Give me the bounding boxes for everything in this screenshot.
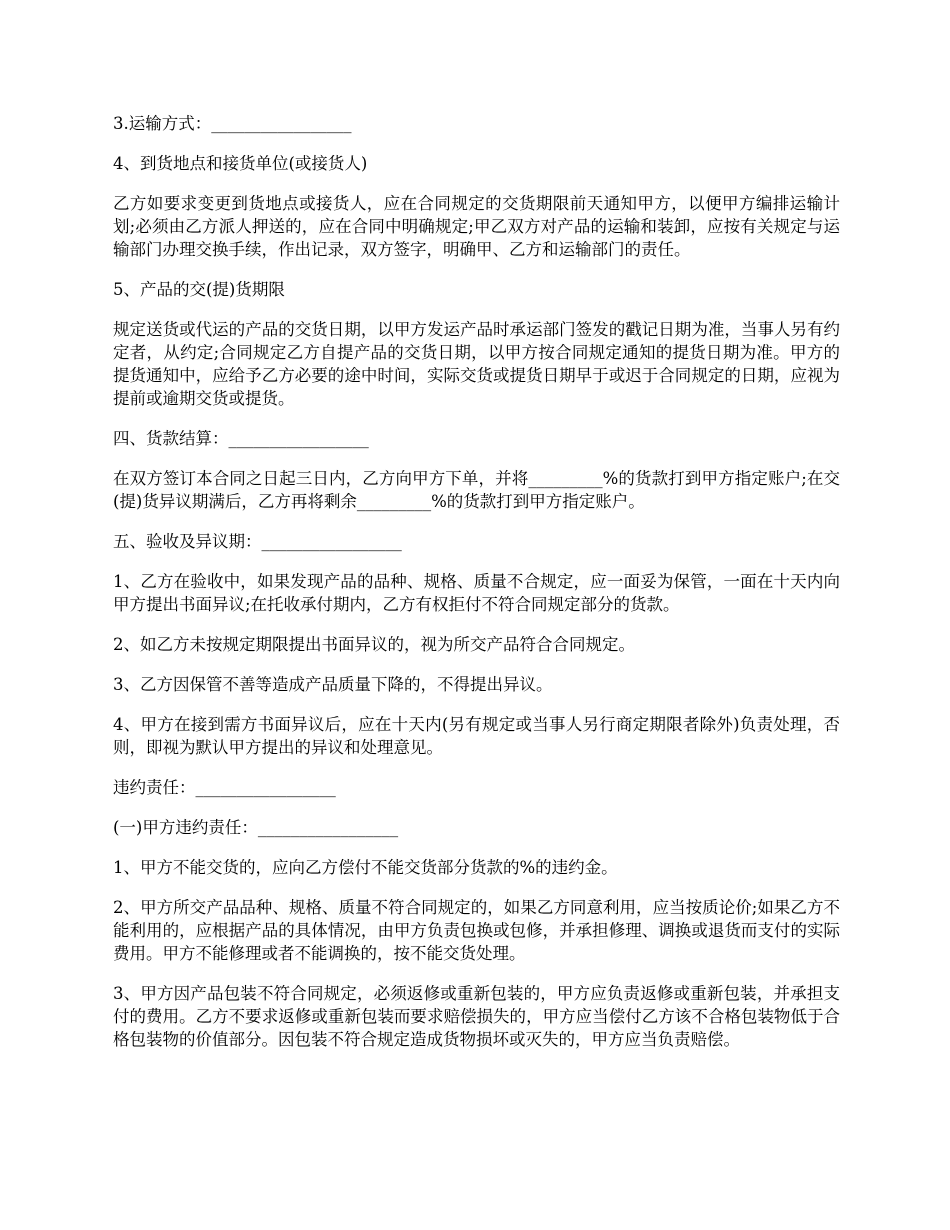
liability-item-2: 2、甲方所交产品品种、规格、质量不符合同规定的，如果乙方同意利用，应当按质论价;如果乙方不能利用的，应根据产品的具体情况，由甲方负责包换或包修，并承担修理、调换或退货而支付的实际费用。甲方不能修理或者不能调换的，按不能交货处理。 — [113, 898, 840, 963]
payment-terms-paragraph: 在双方签订本合同之日起三日内，乙方向甲方下单，并将_________%的货款打到甲方指定账户;在交(提)货异议期满后，乙方再将剩余_________%的货款打到甲方指定账户。 — [113, 469, 840, 511]
acceptance-item-3: 3、乙方因保管不善等造成产品质量下降的，不得提出异议。 — [113, 675, 553, 694]
transport-method-line: 3.运输方式：_________________ — [113, 114, 352, 133]
acceptance-objection-heading: 五、验收及异议期：_________________ — [113, 532, 402, 551]
liability-heading: 违约责任：_________________ — [113, 778, 336, 797]
liability-item-1: 1、甲方不能交货的，应向乙方偿付不能交货部分货款的%的违约金。 — [113, 858, 618, 877]
delivery-date-paragraph: 规定送货或代运的产品的交货日期，以甲方发运产品时承运部门签发的戳记日期为准，当事人另有约定者，从约定;合同规定乙方自提产品的交货日期，以甲方按合同规定通知的提货日期为准。甲方的提货通知中，应给予乙方必要的途中时间，实际交货或提货日期早于或迟于合同规定的日期，应视为提前或逾期交货或提货。 — [113, 320, 840, 408]
acceptance-item-4: 4、甲方在接到需方书面异议后，应在十天内(另有规定或当事人另行商定期限者除外)负责处理，否则，即视为默认甲方提出的异议和处理意见。 — [113, 715, 840, 757]
acceptance-item-1: 1、乙方在验收中，如果发现产品的品种、规格、质量不合规定，应一面妥为保管，一面在十天内向甲方提出书面异议;在托收承付期内，乙方有权拒付不符合同规定部分的货款。 — [113, 572, 840, 614]
liability-item-3: 3、甲方因产品包装不符合同规定，必须返修或重新包装的，甲方应负责返修或重新包装，并承担支付的费用。乙方不要求返修或重新包装而要求赔偿损失的，甲方应当偿付乙方该不合格包装物低于合格包装物的价值部分。因包装不符合规定造成货物损坏或灭失的，甲方应当负责赔偿。 — [113, 984, 840, 1049]
party-a-liability-heading: (一)甲方违约责任：_________________ — [113, 818, 399, 837]
delivery-change-paragraph: 乙方如要求变更到货地点或接货人，应在合同规定的交货期限前天通知甲方，以便甲方编排运输计划;必须由乙方派人押送的，应在合同中明确规定;甲乙双方对产品的运输和装卸，应按有关规定与运输部门办理交换手续，作出记录，双方签字，明确甲、乙方和运输部门的责任。 — [113, 194, 840, 259]
acceptance-item-2: 2、如乙方未按规定期限提出书面异议的，视为所交产品符合合同规定。 — [113, 635, 635, 654]
payment-settlement-heading: 四、货款结算：_________________ — [113, 429, 369, 448]
document-page — [113, 112, 840, 1068]
delivery-location-heading: 4、到货地点和接货单位(或接货人) — [113, 154, 368, 173]
delivery-period-heading: 5、产品的交(提)货期限 — [113, 280, 285, 299]
